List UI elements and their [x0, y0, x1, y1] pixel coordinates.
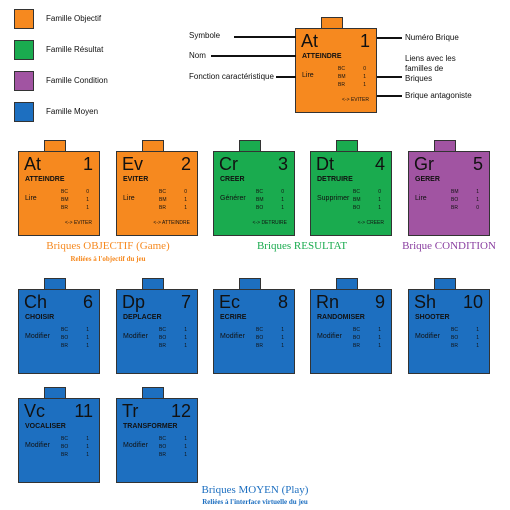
link-row [338, 81, 366, 89]
link-row [353, 204, 381, 212]
brick-function: Modifier [415, 333, 440, 340]
link-value: 1 [86, 197, 89, 203]
brick-name: DEPLACER [123, 314, 162, 321]
link-value: 1 [476, 189, 479, 195]
link-key: BR [256, 343, 263, 349]
brick-body [18, 398, 100, 483]
brick-name: ECRIRE [220, 314, 247, 321]
link-value: 1 [378, 335, 381, 341]
link-value: 1 [363, 74, 366, 80]
group-title-resultat: Briques RESULTAT [256, 240, 348, 252]
brick-links [353, 188, 381, 212]
link-key: BO [61, 444, 69, 450]
link-row [256, 188, 284, 196]
link-value: 1 [184, 436, 187, 442]
link-key: BR [338, 82, 345, 88]
brick-symbol: Dt [316, 154, 334, 174]
link-value: 0 [184, 189, 187, 195]
brick-choisir [18, 278, 100, 374]
link-row [256, 334, 284, 342]
brick-symbol: Ec [219, 292, 241, 312]
brick-body [310, 289, 392, 374]
link-value: 1 [476, 343, 479, 349]
brick-symbol: At [301, 31, 319, 51]
brick-function: Modifier [220, 333, 245, 340]
brick-name: ATTEINDRE [25, 176, 65, 183]
example-brick [295, 17, 377, 113]
link-value: 1 [86, 452, 89, 458]
link-key: BC [338, 66, 345, 72]
brick-function: Lire [25, 195, 37, 202]
brick-symbol: Cr [219, 154, 238, 174]
brick-name: ATTEINDRE [302, 53, 342, 60]
brick-function: Modifier [123, 442, 148, 449]
brick-antagonist: <-> EVITER [342, 97, 369, 103]
link-row [451, 334, 479, 342]
link-row [353, 342, 381, 350]
link-value: 1 [281, 335, 284, 341]
link-value: 1 [184, 444, 187, 450]
link-row [61, 443, 89, 451]
brick-antagonist: <-> CREER [357, 220, 384, 226]
brick-links [256, 188, 284, 212]
brick-deplacer [116, 278, 198, 374]
link-value: 1 [184, 327, 187, 333]
link-key: BC [353, 327, 360, 333]
brick-number: 9 [374, 292, 385, 312]
brick-body [116, 398, 198, 483]
brick-name: TRANSFORMER [123, 423, 178, 430]
link-key: BO [353, 335, 361, 341]
link-value: 1 [86, 436, 89, 442]
brick-function: Modifier [317, 333, 342, 340]
annotation-numero: Numéro Brique [405, 33, 459, 42]
link-key: BO [451, 335, 459, 341]
brick-function: Lire [415, 195, 427, 202]
group-subtitle-moyen: Reliées à l'interface virtuelle du jeu [202, 498, 308, 506]
link-value: 0 [281, 189, 284, 195]
legend-item-moyen [14, 101, 108, 122]
annotation-antagoniste: Brique antagoniste [405, 91, 472, 100]
link-key: BC [159, 189, 166, 195]
link-row [451, 196, 479, 204]
link-row [451, 342, 479, 350]
brick-name: DETRUIRE [317, 176, 353, 183]
legend-swatch-condition [14, 71, 34, 91]
brick-links [353, 326, 381, 350]
brick-symbol: Tr [122, 401, 139, 421]
link-value: 0 [476, 205, 479, 211]
link-value: 1 [281, 205, 284, 211]
brick-antagonist: <-> ATTEINDRE [153, 220, 190, 226]
annotation-line [377, 95, 402, 97]
brick-body [116, 289, 198, 374]
link-key: BC [61, 436, 68, 442]
link-key: BM [159, 197, 167, 203]
legend-label: Famille Objectif [46, 14, 102, 23]
link-row [159, 196, 187, 204]
link-row [61, 342, 89, 350]
link-row [338, 65, 366, 73]
brick-antagonist: <-> EVITER [65, 220, 92, 226]
brick-number: 4 [374, 154, 385, 174]
link-key: BR [61, 343, 68, 349]
link-row [159, 334, 187, 342]
brick-name: CHOISIR [25, 314, 55, 321]
link-value: 1 [86, 444, 89, 450]
brick-name: RANDOMISER [317, 314, 365, 321]
brick-links [61, 435, 89, 459]
link-row [159, 443, 187, 451]
link-row [256, 342, 284, 350]
brick-number: 12 [170, 401, 191, 421]
legend-item-condition [14, 70, 108, 91]
link-row [353, 188, 381, 196]
link-value: 0 [363, 66, 366, 72]
brick-eviter [116, 140, 198, 236]
link-key: BC [159, 327, 166, 333]
link-value: 1 [378, 327, 381, 333]
link-value: 1 [184, 343, 187, 349]
brick-number: 8 [277, 292, 288, 312]
brick-body [213, 151, 295, 236]
link-value: 0 [378, 189, 381, 195]
link-key: BC [61, 327, 68, 333]
brick-body [295, 28, 377, 113]
legend-label: Famille Résultat [46, 45, 104, 54]
link-value: 1 [86, 343, 89, 349]
brick-number: 3 [277, 154, 288, 174]
brick-gerer [408, 140, 490, 236]
link-key: BM [256, 197, 264, 203]
annotation-line [377, 37, 402, 39]
link-row [61, 196, 89, 204]
link-row [256, 196, 284, 204]
legend-swatch-objectif [14, 9, 34, 29]
brick-links [451, 188, 479, 212]
brick-body [18, 151, 100, 236]
link-key: BO [159, 444, 167, 450]
link-value: 1 [476, 335, 479, 341]
brick-number: 10 [462, 292, 483, 312]
brick-name: SHOOTER [415, 314, 450, 321]
brick-symbol: Vc [24, 401, 46, 421]
link-row [353, 334, 381, 342]
link-row [256, 326, 284, 334]
brick-number: 7 [180, 292, 191, 312]
brick-function: Modifier [25, 442, 50, 449]
link-key: BC [61, 189, 68, 195]
link-value: 1 [281, 327, 284, 333]
link-row [451, 204, 479, 212]
brick-symbol: Ch [24, 292, 48, 312]
link-value: 1 [363, 82, 366, 88]
link-value: 1 [184, 205, 187, 211]
link-row [256, 204, 284, 212]
link-row [159, 435, 187, 443]
legend-swatch-moyen [14, 102, 34, 122]
brick-number: 1 [82, 154, 93, 174]
annotation-line [234, 36, 296, 38]
brick-links [256, 326, 284, 350]
link-key: BR [451, 343, 458, 349]
brick-symbol: Gr [414, 154, 434, 174]
annotation-line [377, 76, 402, 78]
link-key: BM [338, 74, 346, 80]
link-key: BR [353, 343, 360, 349]
link-key: BR [159, 452, 166, 458]
link-row [159, 188, 187, 196]
brick-function: Lire [302, 72, 314, 79]
link-key: BR [61, 452, 68, 458]
brick-symbol: Ev [122, 154, 144, 174]
brick-body [408, 151, 490, 236]
link-key: BR [451, 205, 458, 211]
link-key: BO [61, 335, 69, 341]
annotation-line [211, 55, 296, 57]
brick-function: Modifier [123, 333, 148, 340]
brick-antagonist: <-> DETRUIRE [252, 220, 287, 226]
link-row [159, 326, 187, 334]
link-key: BO [256, 335, 264, 341]
brick-body [213, 289, 295, 374]
link-key: BO [159, 335, 167, 341]
brick-name: GERER [415, 176, 440, 183]
brick-symbol: Rn [316, 292, 340, 312]
brick-shooter [408, 278, 490, 374]
brick-symbol: Sh [414, 292, 437, 312]
brick-body [18, 289, 100, 374]
link-key: BC [256, 189, 263, 195]
link-value: 1 [184, 197, 187, 203]
link-value: 1 [184, 335, 187, 341]
brick-body [310, 151, 392, 236]
link-row [353, 196, 381, 204]
brick-atteindre [18, 140, 100, 236]
link-key: BR [61, 205, 68, 211]
brick-number: 6 [82, 292, 93, 312]
link-row [61, 451, 89, 459]
link-key: BO [256, 205, 264, 211]
brick-name: CREER [220, 176, 245, 183]
link-key: BC [451, 327, 458, 333]
brick-name: EVITER [123, 176, 149, 183]
annotation-nom: Nom [189, 51, 206, 60]
link-value: 1 [378, 343, 381, 349]
link-row [61, 188, 89, 196]
group-title-moyen: Briques MOYEN (Play) [201, 484, 309, 496]
link-value: 0 [86, 189, 89, 195]
link-key: BO [451, 197, 459, 203]
legend-swatch-resultat [14, 40, 34, 60]
link-value: 1 [86, 335, 89, 341]
link-row [159, 204, 187, 212]
link-value: 1 [86, 327, 89, 333]
brick-creer [213, 140, 295, 236]
brick-name: VOCALISER [25, 423, 66, 430]
group-title-condition: Brique CONDITION [402, 240, 496, 252]
brick-function: Lire [123, 195, 135, 202]
link-value: 1 [378, 197, 381, 203]
legend [14, 8, 108, 132]
brick-number: 11 [74, 401, 93, 421]
brick-randomiser [310, 278, 392, 374]
link-value: 1 [86, 205, 89, 211]
link-row [61, 204, 89, 212]
link-value: 1 [281, 343, 284, 349]
link-key: BR [159, 343, 166, 349]
link-key: BC [256, 327, 263, 333]
link-row [353, 326, 381, 334]
link-row [451, 188, 479, 196]
brick-number: 5 [472, 154, 483, 174]
link-row [61, 334, 89, 342]
link-key: BM [353, 197, 361, 203]
brick-body [408, 289, 490, 374]
brick-vocaliser [18, 387, 100, 483]
brick-links [61, 188, 89, 212]
link-key: BC [159, 436, 166, 442]
link-row [451, 326, 479, 334]
brick-number: 2 [180, 154, 191, 174]
brick-links [159, 435, 187, 459]
brick-symbol: Dp [122, 292, 146, 312]
brick-links [338, 65, 366, 89]
group-title-objectif: Briques OBJECTIF (Game) [46, 240, 170, 252]
brick-symbol: At [24, 154, 42, 174]
link-key: BO [353, 205, 361, 211]
legend-label: Famille Moyen [46, 107, 99, 116]
brick-links [159, 188, 187, 212]
annotation-symbole: Symbole [189, 31, 221, 40]
link-row [61, 326, 89, 334]
link-value: 1 [281, 197, 284, 203]
brick-function: Supprimer [317, 195, 350, 202]
brick-links [451, 326, 479, 350]
link-key: BM [61, 197, 69, 203]
brick-function: Modifier [25, 333, 50, 340]
annotation-fonction: Fonction caractéristique [189, 72, 274, 81]
brick-transformer [116, 387, 198, 483]
link-value: 1 [378, 205, 381, 211]
link-row [159, 451, 187, 459]
legend-label: Famille Condition [46, 76, 108, 85]
link-key: BC [353, 189, 360, 195]
link-row [159, 342, 187, 350]
brick-number: 1 [359, 31, 370, 51]
annotation-line [276, 76, 296, 78]
group-subtitle-objectif: Reliées à l'objectif du jeu [70, 255, 146, 263]
legend-item-objectif [14, 8, 108, 29]
link-key: BR [159, 205, 166, 211]
brick-links [159, 326, 187, 350]
legend-item-resultat [14, 39, 108, 60]
link-value: 1 [184, 452, 187, 458]
brick-detruire [310, 140, 392, 236]
brick-ecrire [213, 278, 295, 374]
link-value: 1 [476, 327, 479, 333]
link-row [338, 73, 366, 81]
link-row [61, 435, 89, 443]
link-key: BM [451, 189, 459, 195]
brick-links [61, 326, 89, 350]
brick-function: Générer [220, 195, 246, 202]
link-value: 1 [476, 197, 479, 203]
annotation-liens: Liens avec les familles de Briques [405, 54, 456, 83]
brick-body [116, 151, 198, 236]
